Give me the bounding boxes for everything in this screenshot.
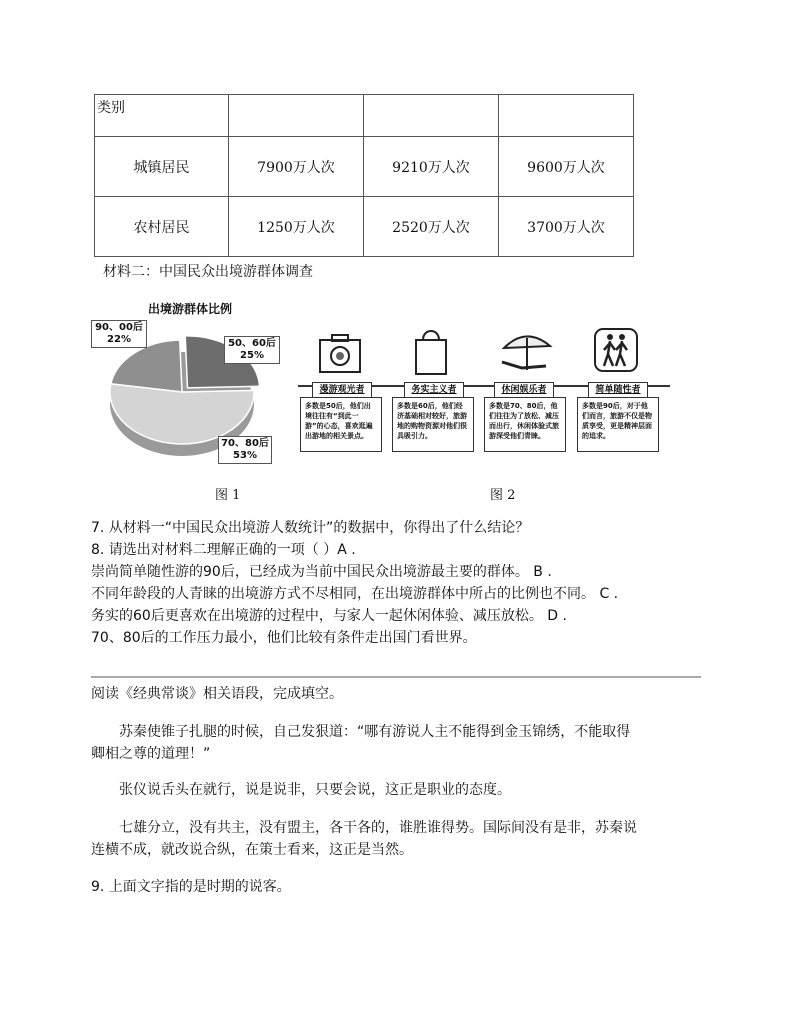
table-cell: 9210万人次 [364,137,499,197]
row-label: 农村居民 [95,197,229,257]
beach-umbrella-icon [496,326,556,376]
table-cell: 2520万人次 [364,197,499,257]
reading-paragraph: 苏秦使锥子扎腿的时候，自己发狠道：“哪有游说人主不能得到金玉锦绣，不能取得 [119,724,631,740]
card-text: 多数是70、80后，他们往往为了放松、减压而出行，休闲体验式旅游深受他们青睐。 [484,397,566,452]
camera-icon [318,332,362,376]
slice-label-50s: 50、60后 25% [224,336,280,364]
table-header-cell: 类别 [95,95,229,137]
card-text: 多数是90后，对于他们而言，旅游不仅是物质享受，更是精神层面的追求。 [577,397,659,452]
table-cell: 7900万人次 [229,137,364,197]
card-title: 务实主义者 [404,382,464,398]
table-header-cell [364,95,499,137]
shopping-bag-icon [413,326,449,376]
card-text: 多数是60后，他们经济基础相对较好，旅游地的购物资源对他们很具吸引力。 [392,397,474,452]
reading-paragraph: 张仪说舌头在就行，说是说非，只要会说，这正是职业的态度。 [119,782,511,798]
table-cell: 9600万人次 [499,137,634,197]
card-text: 多数是50后，他们出境往往有“到此一游”的心态，喜欢逛遍出游地的相关景点。 [300,397,382,452]
option-b: 不同年龄段的人青睐的出境游方式不尽相同，在出境游群体中所占的比例也不同。 C . [91,586,619,602]
card-title: 简单随性者 [588,382,648,398]
table-header-cell [499,95,634,137]
slice-label-90s: 90、00后 22% [91,320,147,348]
reading-intro: 阅读《经典常谈》相关语段，完成填空。 [91,686,343,702]
card-title: 漫游观光者 [312,382,372,398]
option-c: 务实的60后更喜欢在出境游的过程中，与家人一起休闲体验、减压放松。 D . [91,608,567,624]
figure1-caption: 图 1 [215,488,241,503]
slice-label-70s: 70、80后 53% [218,436,272,464]
figure1-title: 出境游群体比例 [148,302,233,316]
table-header-row [95,95,634,137]
material2-title: 材料二：中国民众出境游群体调查 [103,264,313,280]
question-9: 9. 上面文字指的是时期的说客。 [91,879,291,895]
reading-paragraph: 连横不成，就改说合纵，在策士看来，这正是当然。 [91,842,413,858]
row-label: 城镇居民 [95,137,229,197]
question-8: 8. 请选出对材料二理解正确的一项（ ）A . [91,542,356,558]
section-divider [91,676,701,678]
table-row [95,197,634,257]
option-d: 70、80后的工作压力最小，他们比较有条件走出国门看世界。 [91,630,477,646]
question-7: 7. 从材料一“中国民众出境游人数统计”的数据中，你得出了什么结论？ [91,520,530,536]
reading-paragraph: 七雄分立，没有共主，没有盟主，各干各的，谁胜谁得势。国际间没有是非，苏秦说 [119,820,637,836]
table-cell: 1250万人次 [229,197,364,257]
statistics-table [94,94,634,257]
figure2-caption: 图 2 [490,488,516,503]
card-title: 休闲娱乐者 [494,382,554,398]
walking-people-icon [594,328,638,372]
option-a: 崇尚简单随性游的90后，已经成为当前中国民众出境游最主要的群体。 B . [91,564,552,580]
table-cell: 3700万人次 [499,197,634,257]
table-header-cell [229,95,364,137]
reading-paragraph: 卿相之尊的道理！” [91,746,211,762]
table-row [95,137,634,197]
